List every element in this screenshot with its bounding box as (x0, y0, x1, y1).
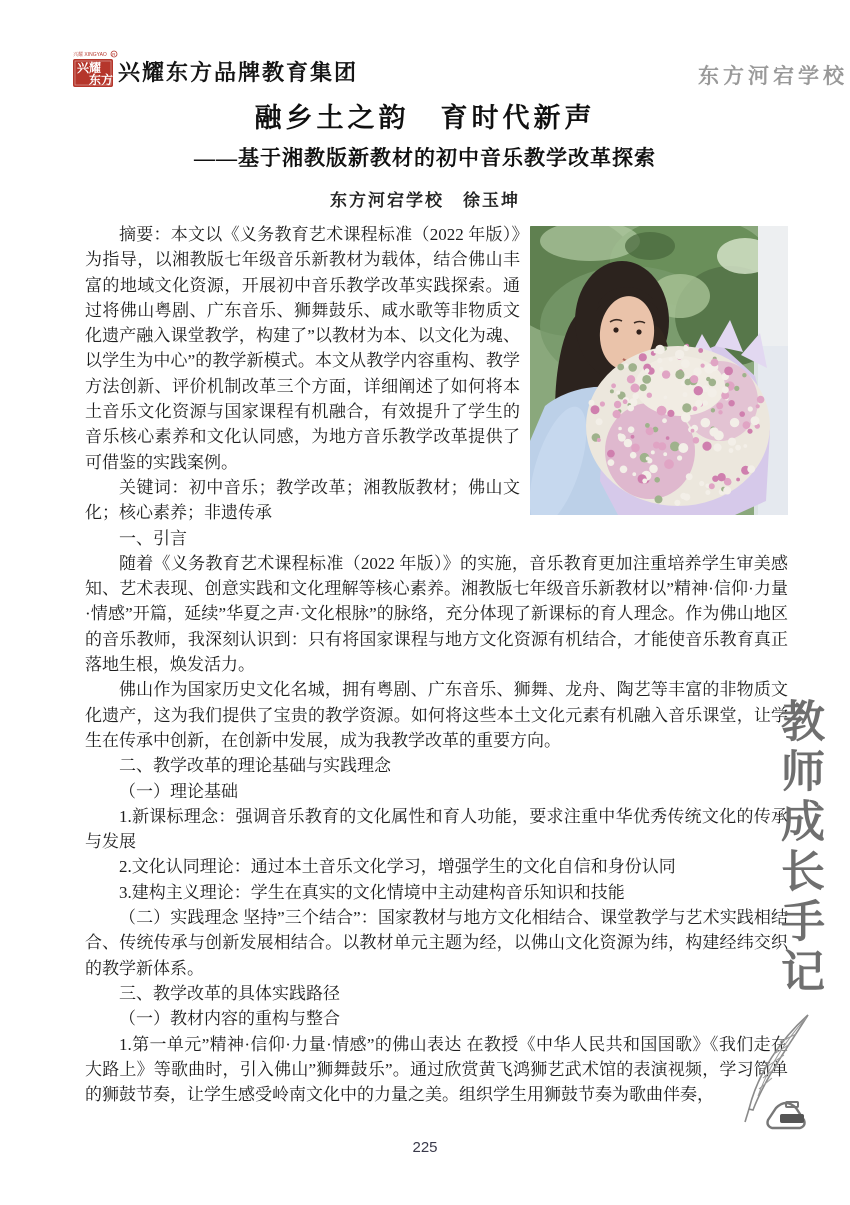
teacher-photo-illustration (530, 226, 788, 515)
body-paragraph: 二、教学改革的理论基础与实践理念 (119, 756, 391, 776)
body-paragraph: 2.文化认同理论：通过本土音乐文化学习，增强学生的文化自信和身份认同 (119, 857, 676, 877)
teacher-photo (530, 226, 788, 515)
body-paragraph: （二）实践理念 坚持”三个结合”：国家教材与地方文化相结合、课堂教学与艺术实践相结合、传统传承与创新发展相结合。以教材单元主题为经，以佛山文化资源为纬，构建经纬交织的教学新体系。 (85, 908, 788, 978)
body-paragraph: 1.新课标理念：强调音乐教育的文化属性和育人功能，要求注重中华优秀传统文化的传承与发展 (85, 806, 788, 852)
body-paragraph: （一）教材内容的重构与整合 (119, 1009, 340, 1029)
school-name-header: 东方河宕学校 (698, 64, 848, 88)
article-body (85, 222, 788, 1107)
body-paragraph: （一）理论基础 (119, 781, 238, 801)
svg-text:东方: 东方 (89, 73, 114, 87)
vertical-watermark-text: 教师成长手记 (774, 698, 823, 998)
page-number: 225 (412, 1139, 438, 1156)
abstract-paragraph: 摘要：本文以《义务教育艺术课程标准（2022 年版）》为指导，以湘教版七年级音乐新教材为载体，结合佛山丰富的地域文化资源，开展初中音乐教学改革实践探索。通过将佛山粤剧、广东音乐、狮舞鼓乐、咸水歌等非物质文化遗产融入课堂教学，构建了”以教材为本、以文化为魂、以学生为中心”的教学新模式。本文从教学内容重构、教学方法创新、评价机制改革三个方面，详细阐述了如何将本土音乐文化资源与国家课程有机融合，有效提升了学生的音乐核心素养和文化认同感，为地方音乐教学改革提供了可借鉴的实践案例。 (85, 225, 520, 472)
body-paragraph: 佛山作为国家历史文化名城，拥有粤剧、广东音乐、狮舞、龙舟、陶艺等丰富的非物质文化遗产，这为我们提供了宝贵的教学资源。如何将这些本土文化元素有机融入音乐课堂，让学生在传承中创新，在创新中发展，成为我教学改革的重要方向。 (85, 680, 788, 750)
svg-text:R: R (112, 52, 116, 57)
body-paragraph: 随着《义务教育艺术课程标准（2022 年版）》的实施，音乐教育更加注重培养学生审美感知、艺术表现、创意实践和文化理解等核心素养。湘教版七年级音乐新教材以”精神·信仰·力量·情感”开篇，延续”华夏之声·文化根脉”的脉络，充分体现了新课标的育人理念。作为佛山地区的音乐教师，我深刻认识到：只有将国家课程与地方文化资源有机结合，才能使音乐教育真正落地生根，焕发活力。 (85, 553, 788, 675)
article-title: 融乡土之韵 育时代新声 (254, 103, 596, 133)
body-paragraph: 一、引言 (119, 528, 187, 548)
body-paragraph: 3.建构主义理论：学生在真实的文化情境中主动建构音乐知识和技能 (119, 882, 625, 902)
xingyao-seal-logo-icon (72, 48, 118, 90)
body-paragraph: 三、教学改革的具体实践路径 (119, 983, 340, 1003)
svg-text:兴耀: 兴耀 (77, 61, 102, 75)
quill-and-ink-icon (736, 1012, 818, 1134)
keywords-line: 关键词：初中音乐；教学改革；湘教版教材；佛山文化；核心素养；非遗传承 (85, 477, 520, 523)
svg-text:兴耀 XINGYAO: 兴耀 XINGYAO (73, 52, 107, 58)
author-byline: 东方河宕学校 徐玉坤 (330, 191, 520, 210)
brand-title: 兴耀东方品牌教育集团 (118, 60, 359, 85)
body-paragraph: 1.第一单元”精神·信仰·力量·情感”的佛山表达 在教授《中华人民共和国国歌》《我们走在大路上》等歌曲时，引入佛山”狮舞鼓乐”。通过欣赏黄飞鸿狮艺武术馆的表演视频，学习简单的狮鼓节奏，让学生感受岭南文化中的力量之美。组织学生用狮鼓节奏为歌曲伴奏， (85, 1034, 788, 1105)
article-subtitle: ——基于湘教版新教材的初中音乐教学改革探索 (194, 146, 656, 170)
